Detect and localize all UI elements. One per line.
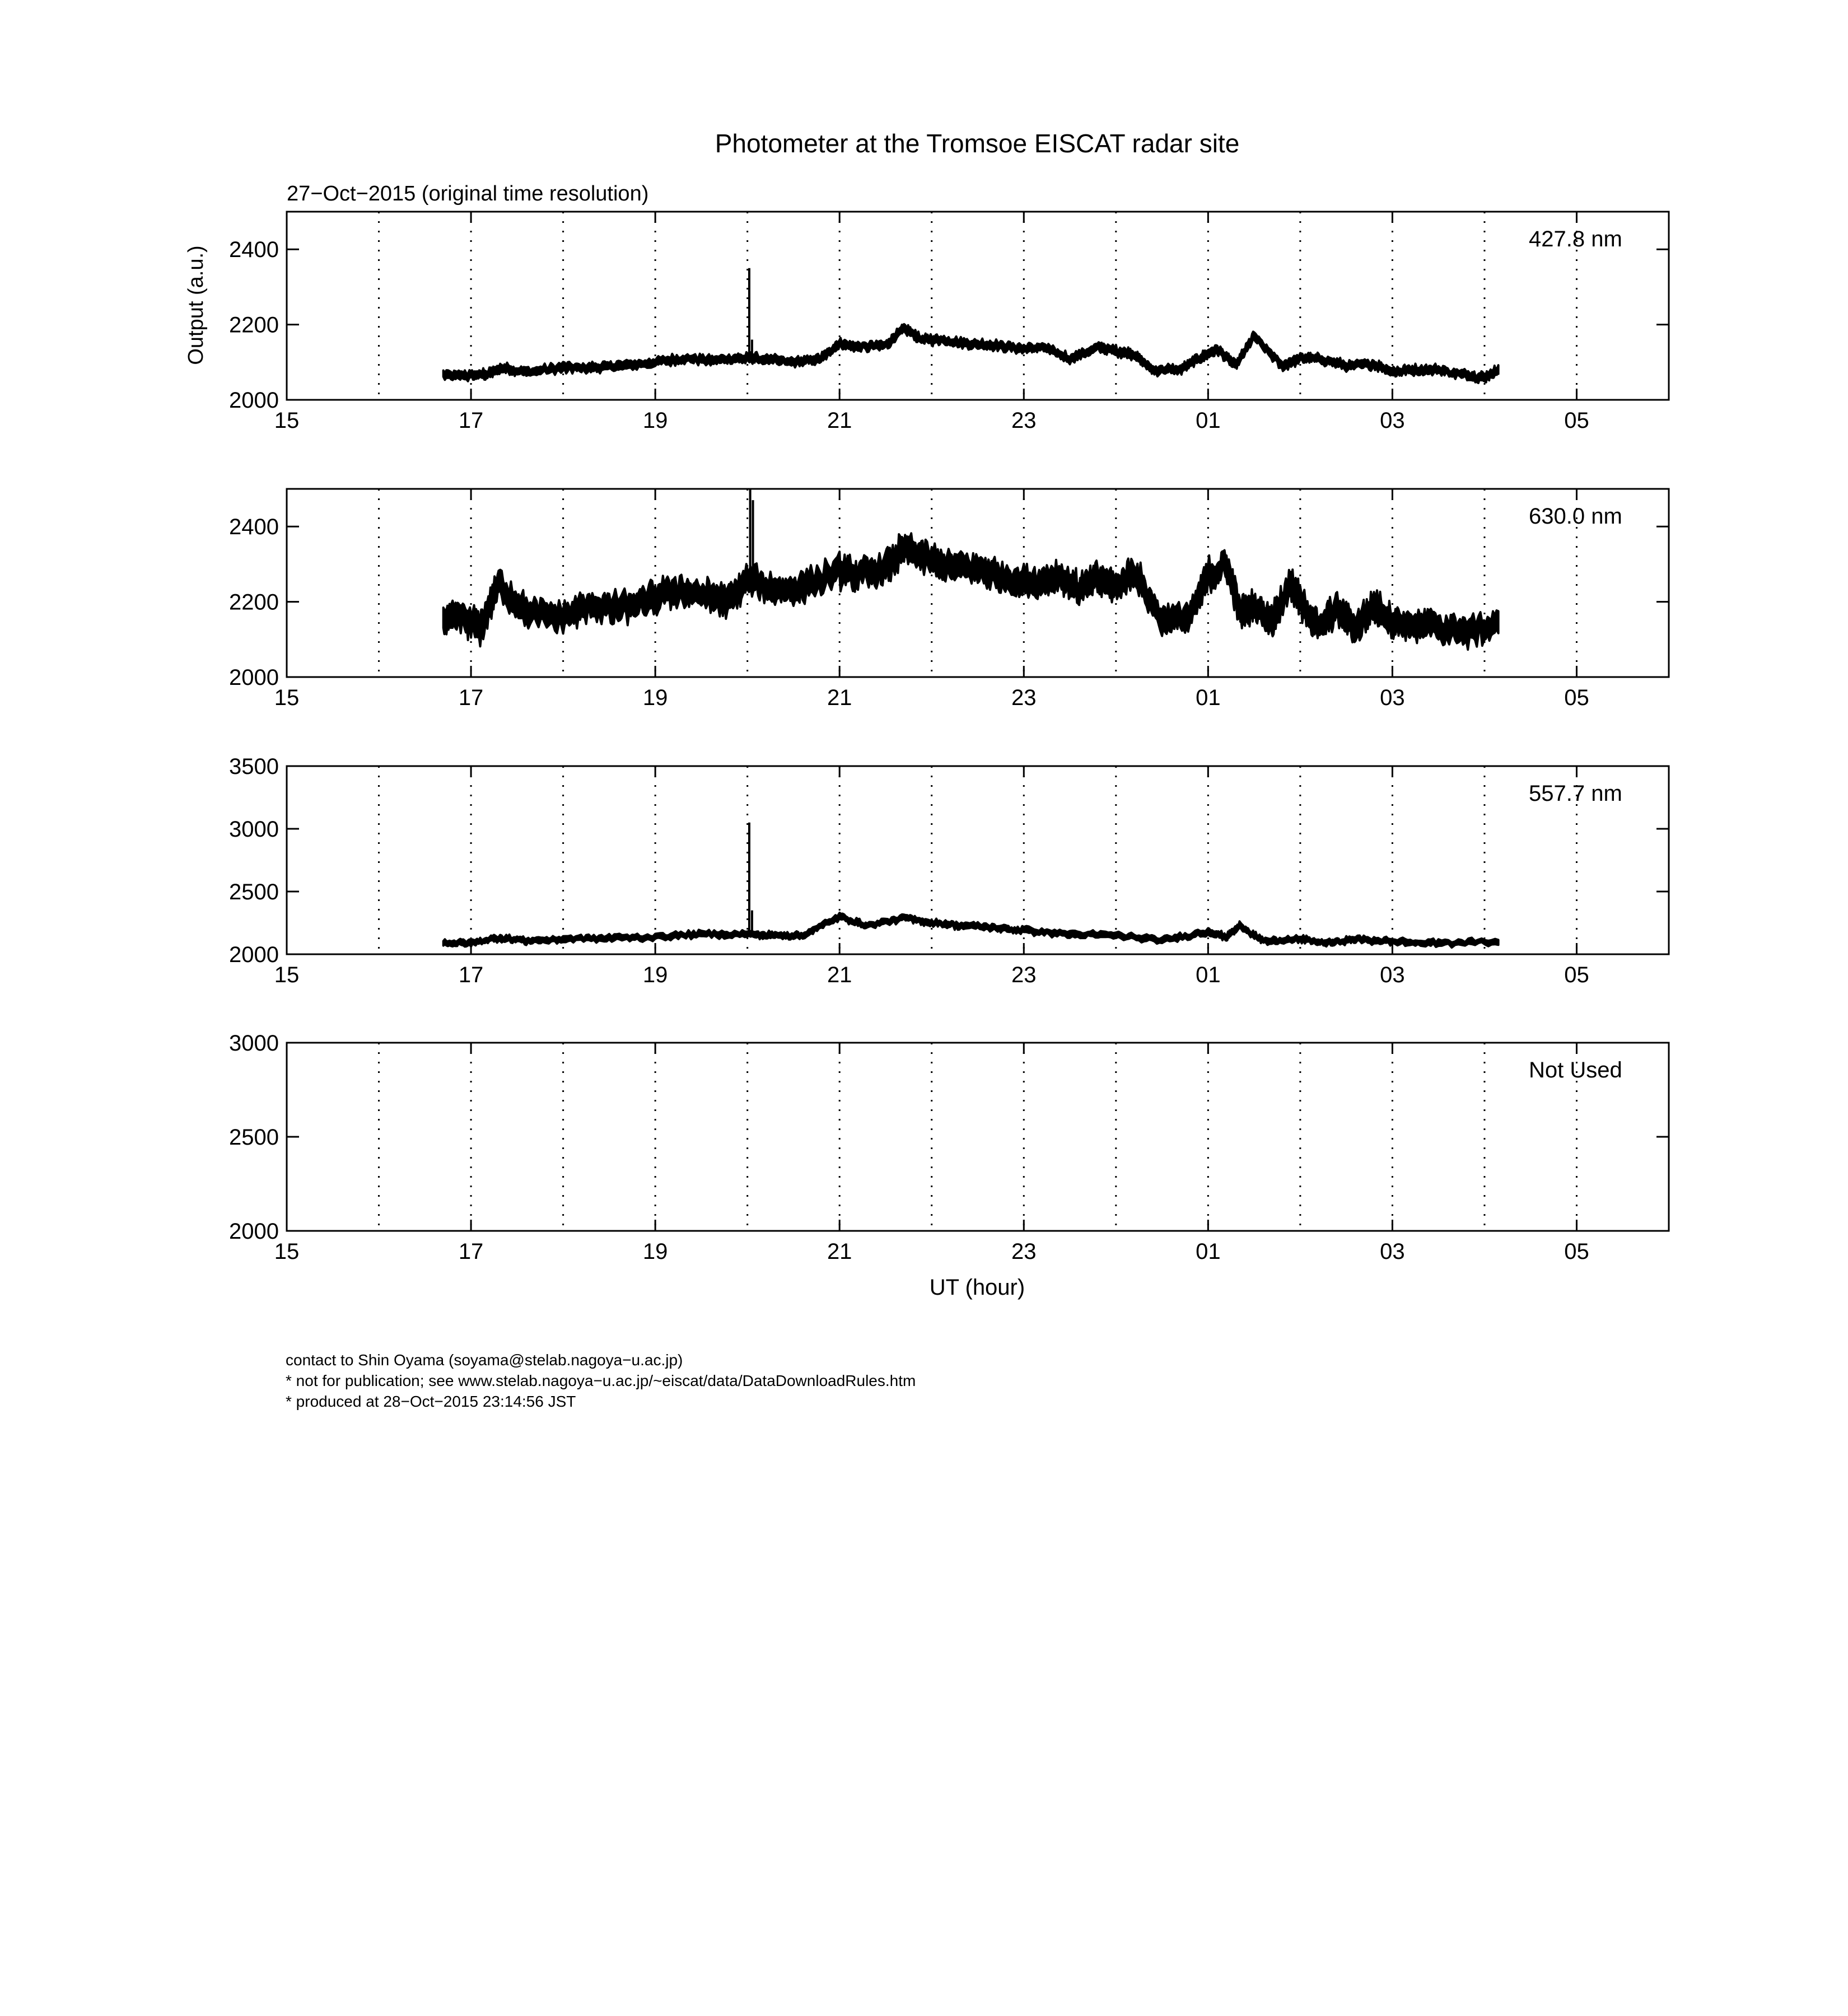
x-tick-label: 21 xyxy=(827,408,852,433)
y-tick-label: 2000 xyxy=(229,942,279,967)
x-tick-label: 05 xyxy=(1564,685,1589,710)
y-tick-label: 2000 xyxy=(229,665,279,690)
x-tick-label: 01 xyxy=(1196,1239,1221,1264)
panels xyxy=(229,212,1669,1264)
x-tick-label: 03 xyxy=(1380,685,1405,710)
x-tick-label: 23 xyxy=(1011,1239,1037,1264)
footer-publication-note: * not for publication; see www.stelab.nagoya−u.ac.jp/~eiscat/data/DataDownloadRules.htm xyxy=(286,1372,916,1389)
x-tick-label: 17 xyxy=(458,1239,484,1264)
y-tick-label: 3000 xyxy=(229,1031,279,1056)
figure-subtitle: 27−Oct−2015 (original time resolution) xyxy=(287,182,649,206)
axes-frame xyxy=(287,1043,1669,1231)
x-tick-label: 21 xyxy=(827,1239,852,1264)
x-tick-label: 03 xyxy=(1380,1239,1405,1264)
x-tick-label: 15 xyxy=(274,1239,300,1264)
x-tick-label: 03 xyxy=(1380,408,1405,433)
x-tick-label: 05 xyxy=(1564,963,1589,987)
y-tick-label: 3000 xyxy=(229,817,279,842)
x-tick-label: 15 xyxy=(274,408,300,433)
x-axis-label: UT (hour) xyxy=(929,1275,1025,1300)
panel-1 xyxy=(229,212,1669,433)
panel-label: 427.8 nm xyxy=(1529,227,1622,251)
footer-produced-note: * produced at 28−Oct−2015 23:14:56 JST xyxy=(286,1393,576,1410)
x-tick-label: 01 xyxy=(1196,408,1221,433)
x-tick-label: 05 xyxy=(1564,408,1589,433)
x-tick-label: 17 xyxy=(458,685,484,710)
footer-contact: contact to Shin Oyama (soyama@stelab.nagoya−u.ac.jp) xyxy=(286,1351,683,1369)
footer-notes xyxy=(286,1350,916,1412)
y-tick-label: 2500 xyxy=(229,1125,279,1150)
x-tick-label: 15 xyxy=(274,963,300,987)
y-tick-label: 2000 xyxy=(229,1219,279,1244)
x-tick-label: 17 xyxy=(458,408,484,433)
y-tick-label: 2000 xyxy=(229,388,279,413)
x-tick-label: 23 xyxy=(1011,963,1037,987)
y-tick-label: 2500 xyxy=(229,880,279,904)
x-tick-label: 19 xyxy=(642,1239,668,1264)
data-series xyxy=(444,913,1499,948)
y-axis-label: Output (a.u.) xyxy=(184,245,208,365)
x-tick-label: 17 xyxy=(458,963,484,987)
x-tick-label: 21 xyxy=(827,685,852,710)
data-series xyxy=(444,324,1499,383)
x-tick-label: 03 xyxy=(1380,963,1405,987)
x-tick-label: 15 xyxy=(274,685,300,710)
x-tick-label: 23 xyxy=(1011,685,1037,710)
panel-4 xyxy=(229,1031,1669,1264)
x-tick-label: 19 xyxy=(642,685,668,710)
figure-title: Photometer at the Tromsoe EISCAT radar site xyxy=(715,129,1240,158)
x-tick-label: 19 xyxy=(642,963,668,987)
x-tick-label: 01 xyxy=(1196,685,1221,710)
data-series xyxy=(444,533,1499,650)
panel-label: 630.0 nm xyxy=(1529,504,1622,529)
x-tick-label: 21 xyxy=(827,963,852,987)
y-tick-label: 3500 xyxy=(229,754,279,779)
x-tick-label: 23 xyxy=(1011,408,1037,433)
y-tick-label: 2200 xyxy=(229,312,279,338)
x-tick-label: 05 xyxy=(1564,1239,1589,1264)
panel-2 xyxy=(229,489,1669,710)
x-tick-label: 19 xyxy=(642,408,668,433)
panel-label: Not Used xyxy=(1529,1058,1622,1082)
panel-3 xyxy=(229,754,1669,987)
x-tick-label: 01 xyxy=(1196,963,1221,987)
panel-label: 557.7 nm xyxy=(1529,781,1622,806)
y-tick-label: 2400 xyxy=(229,237,279,263)
y-tick-label: 2400 xyxy=(229,515,279,540)
y-tick-label: 2200 xyxy=(229,590,279,615)
